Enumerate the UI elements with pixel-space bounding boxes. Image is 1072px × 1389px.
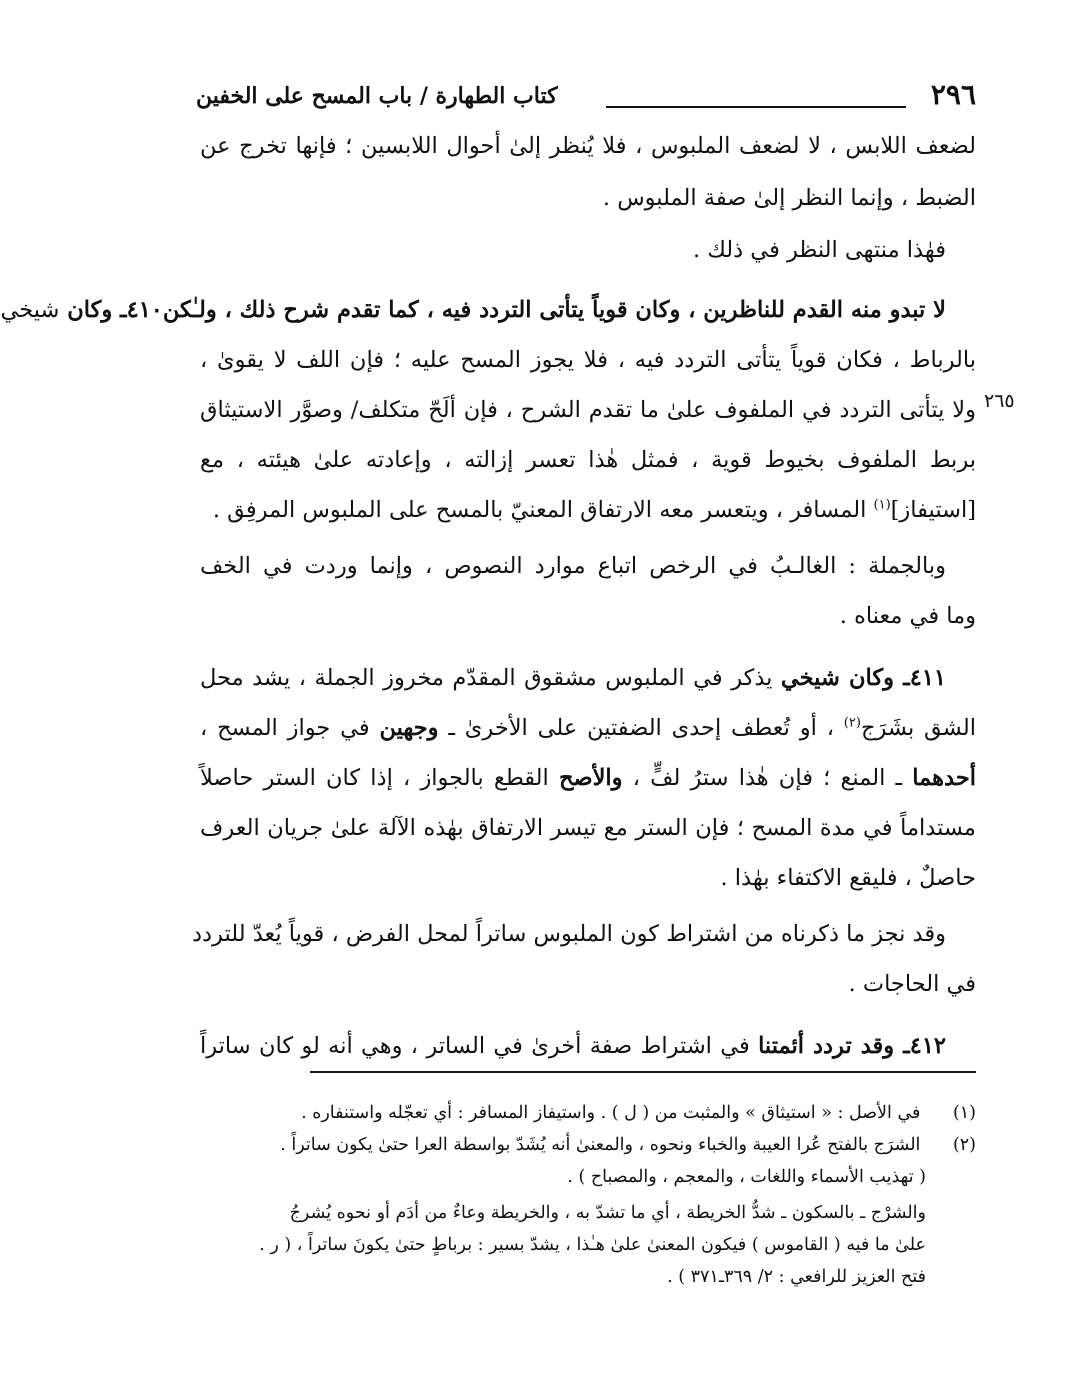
text-span: ، أو تُعطف إحدى الضفتين على الأخرىٰ ـ (438, 715, 844, 741)
text-span: في جواز المسح ، (200, 715, 380, 741)
text-line: بالرباط ، فكان قوياً يتأتى التردد فيه ، فلا يجوز المسح عليه ؛ فإن اللف لا يقوىٰ ، (200, 347, 976, 373)
text-line: في الحاجات . (848, 971, 976, 997)
text-line (200, 702, 976, 754)
footnote-ref: (٢) (843, 715, 861, 731)
shaykh-name: شيخي (780, 665, 840, 691)
text-span: [استيفاز] (890, 497, 976, 523)
footnote-mark: (١) (952, 1103, 976, 1123)
text-line: حاصلٌ ، فليقع الاكتفاء بهٰذا . (720, 865, 976, 891)
paragraph-410-line (0, 284, 976, 336)
text-line: وما في معناه . (839, 603, 976, 629)
footnote-text: والشرْج ـ بالسكون ـ شدُّ الخريطة ، أي ما تشدّ به ، والخريطة وعاءٌ من أدَم أو نحوه يُشرجُ (289, 1203, 926, 1223)
text-line: لضعف اللابس ، لا لضعف الملبوس ، فلا يُنظر إلىٰ أحوال اللابسين ؛ فإنها تخرج عن (200, 133, 976, 159)
text-line: الضبط ، وإنما النظر إلىٰ صفة الملبوس . (602, 185, 976, 211)
header-rule (606, 106, 906, 108)
page-number: ٢٩٦ (930, 78, 976, 111)
bold-term: أحدهما (912, 765, 976, 791)
footnote-text: علىٰ ما فيه ( القاموس ) فيكون المعنىٰ علىٰ هـٰذا ، يشدّ بسير : برباطٍ حتىٰ يكونَ ساتراً ، ( ر . (259, 1235, 926, 1255)
text-line (200, 752, 976, 804)
footnote-1 (200, 1098, 976, 1128)
footnote-text: في الأصل : « استيثاق » والمثبت من ( ل ) . واستيفاز المسافر : أي تعجّله واستنفاره . (301, 1103, 921, 1123)
text-line (200, 484, 976, 536)
footnote-ref: (١) (873, 497, 891, 513)
footnote-mark: (٢) (952, 1135, 976, 1155)
text-span: شيخي (0, 297, 60, 323)
text-span: ـ المنع ؛ فإن هٰذا سترُ لفٍّ ، (622, 765, 913, 791)
paragraph-number: ٤١١ـ وكان (839, 665, 947, 691)
footnote-text: ( تهذيب الأسماء واللغات ، والمعجم ، والمصباح ) . (567, 1167, 926, 1187)
footnote-line (200, 1162, 976, 1192)
paragraph-number: ٤١٢ـ وقد تردد (804, 1033, 947, 1059)
paragraph-number: لا تبدو منه القدم للناظرين ، وكان قوياً يتأتى التردد فيه ، كما تقدم شرح ذلك ، ولـٰكن (162, 297, 946, 323)
footnote-text: فتح العزيز للرافعي : ٢/ ٣٦٩ـ٣٧١ ) . (667, 1267, 926, 1287)
bold-term: وجهين (379, 715, 439, 741)
text-line: مستداماً في مدة المسح ؛ فإن الستر مع تيسر الارتفاق بهٰذه الآلة علىٰ جريان العرف (200, 815, 976, 841)
footnote-line (200, 1262, 976, 1292)
text-line: بربط الملفوف بخيوط قوية ، فمثل هٰذا تعسر إزالته ، وإعادته علىٰ هيئته ، مع (200, 447, 976, 473)
running-header (196, 78, 976, 118)
text-line: وقد نجز ما ذكرناه من اشتراط كون الملبوس ساتراً لمحل الفرض ، قوياً يُعدّ للتردد (192, 921, 946, 947)
footnote-line (200, 1198, 976, 1228)
text-span: في اشتراط صفة أخرىٰ في الساتر ، وهي أنه لو كان ساتراً (200, 1033, 759, 1059)
text-line: ولا يتأتى التردد في الملفوف علىٰ ما تقدم الشرح ، فإن ألَحّ متكلف/ وصوَّر الاستيثاق (200, 397, 976, 423)
shaykh-name: ٤١٠ـ وكان (59, 297, 163, 323)
paragraph-412-line (200, 1020, 976, 1072)
text-span: الشق بشَرَج (860, 715, 976, 741)
footnote-text: الشرَج بالفتح عُرا العيبة والخباء ونحوه ، والمعنىٰ أنه يُشَدّ بواسطة العرا حتىٰ يكون ساتراً . (280, 1135, 921, 1155)
margin-manuscript-page: ٢٦٥ (984, 390, 1015, 412)
text-line: فهٰذا منتهى النظر في ذلك . (693, 237, 946, 263)
footnote-2 (200, 1130, 976, 1160)
bold-term: والأصح (558, 765, 623, 791)
running-title: كتاب الطهارة / باب المسح على الخفين (196, 83, 558, 109)
text-line: وبالجملة : الغالـبُ في الرخص اتباع موارد النصوص ، وإنما وردت في الخف (200, 553, 946, 579)
text-span: يذكر في الملبوس مشقوق المقدّم مخروز الجملة ، يشد محل (200, 665, 781, 691)
bold-term: أئمتنا (758, 1033, 805, 1059)
footnote-line (200, 1230, 976, 1260)
paragraph-411-line (200, 652, 976, 704)
footnote-rule (310, 1071, 976, 1073)
text-span: القطع بالجواز ، إذا كان الستر حاصلاً (200, 765, 559, 791)
text-span: المسافر ، ويتعسر معه الارتفاق المعنيّ بالمسح على الملبوس المرفِق . (212, 497, 874, 523)
